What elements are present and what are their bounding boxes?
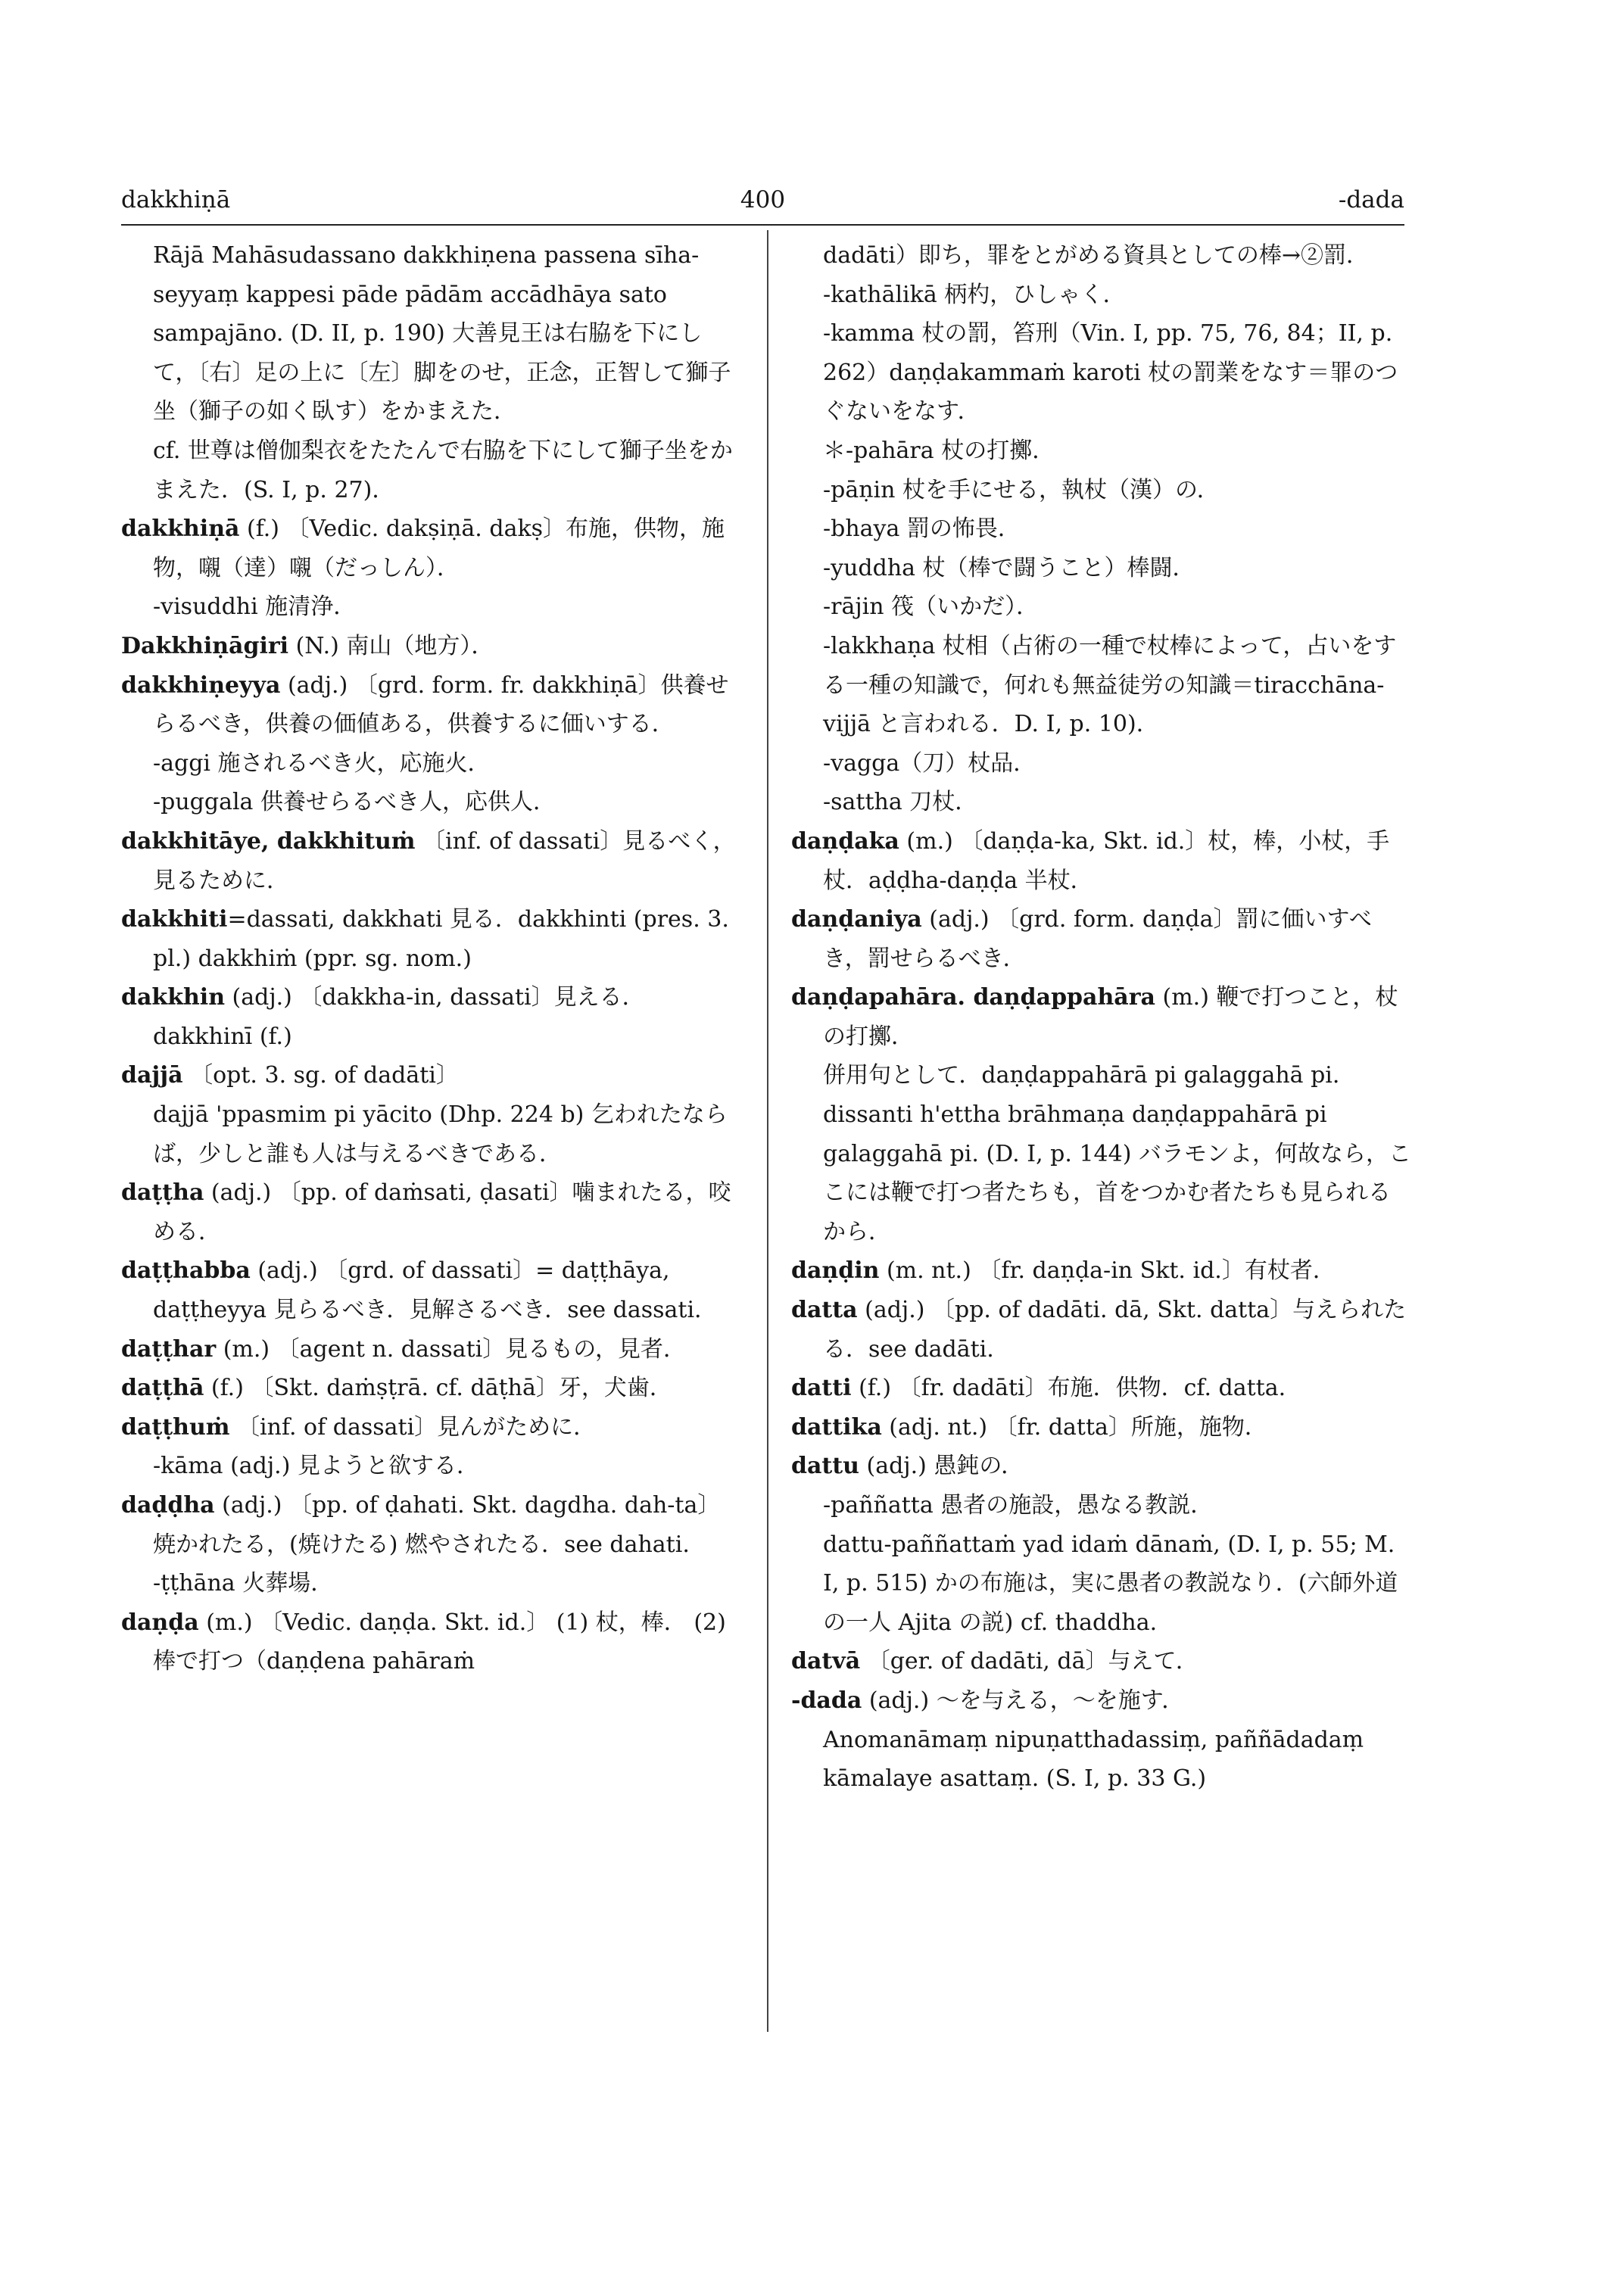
sub-entry: 併用句として．daṇḍappahārā pi galaggahā pi. dissanti h'ettha brāhmaṇa daṇḍappahārā pi galaggahā pi. (D. I, p. 144) バラモンよ，何故なら，ここには鞭で打つ者たちも，首をつかむ者たちも見られるから． [823, 1062, 1411, 1245]
dictionary-entry [791, 1291, 1412, 1369]
sub-entry: -pāṇin 杖を手にせる，執杖（漢）の． [823, 476, 1220, 503]
headword: datti [791, 1375, 852, 1402]
headword: daḍḍha [121, 1492, 215, 1519]
sub-entry: -rājin 筏（いかだ）． [823, 594, 1040, 621]
headword: dakkhiṇeyya [121, 671, 281, 699]
dictionary-entry [121, 1173, 742, 1251]
headword: daṇḍaka [791, 827, 899, 855]
dictionary-entry [121, 1408, 742, 1447]
headword: daṭṭhuṁ [121, 1413, 230, 1441]
definition: 〔inf. of dassati〕見るべく，見るために． [153, 827, 736, 894]
headword: daṭṭhar [121, 1335, 217, 1363]
sub-entry: -bhaya 罰の怖畏． [823, 516, 1021, 543]
sub-entry: dattu-paññattaṁ yad idaṁ dānaṁ, (D. I, p. 55; M. I, p. 515) かの布施は，実に愚者の教説なり．(六師外道の一人 Ajita の説) cf. thaddha. [823, 1531, 1398, 1636]
dictionary-entry [121, 1056, 742, 1095]
dictionary-entry [121, 1486, 742, 1564]
headword: datvā [791, 1648, 861, 1675]
right-guide-word: -dada [1338, 186, 1404, 213]
definition: 〔opt. 3. sg. of dadāti〕 [182, 1062, 459, 1089]
headword: Dakkhiṇāgiri [121, 632, 289, 659]
definition: (m.) 〔daṇḍa-ka, Skt. id.〕杖，棒，小杖，手杖．aḍḍha-daṇḍa 半杖． [823, 827, 1390, 894]
dictionary-entry [121, 978, 742, 1017]
sub-entry: dadāti）即ち，罪をとがめる資具としての棒→②罰． [823, 242, 1369, 269]
sub-entry: -yuddha 杖（棒で闘うこと）棒闘． [823, 554, 1195, 581]
definition: (adj.) 〔dakkha-in, dassati〕見える． [225, 984, 645, 1011]
headword: daṇḍin [791, 1257, 880, 1285]
dictionary-entry [121, 1369, 742, 1408]
sub-entry: ＊-pahāra 杖の打擲． [823, 437, 1055, 464]
sub-entry: Rājā Mahāsudassano dakkhiṇena passena sīha-seyyaṃ kappesi pāde pādām accādhāya sato sampajāno. (D. II, p. 190) 大善見王は右脇を下にして，〔右〕足の上に〔左〕脚をのせ，正念，正智して獅子坐（獅子の如く臥す）をかまえた． [153, 242, 731, 425]
headword: daṇḍa [121, 1609, 199, 1636]
sub-entry: -aggi 施されるべき火，応施火． [153, 749, 491, 777]
definition: (f.) 〔Vedic. dakṣiṇā. dakṣ〕布施，供物，施物，嚫（達）嚫（だっしん）． [153, 516, 725, 581]
definition: (m.) 〔agent n. dassati〕見るもの，見者． [216, 1335, 687, 1363]
sub-entry: -puggala 供養せらるべき人，応供人． [153, 789, 556, 816]
dictionary-entry [121, 900, 742, 978]
sub-entry: Anomanāmaṃ nipuṇatthadassiṃ, paññādadaṃ kāmalaye asattaṃ. (S. I, p. 33 G.) [823, 1726, 1364, 1793]
sub-entry: -lakkhaṇa 杖相（占術の一種で杖棒によって，占いをする一種の知識で，何れも無益徒労の知識＝tiracchāna-vijjā と言われる．D. I, p. 10)． [823, 632, 1397, 738]
page-header [121, 186, 1404, 229]
sub-entry: -ṭṭhāna 火葬場． [153, 1570, 334, 1597]
definition: (adj.) 〔pp. of dadāti. dā, Skt. datta〕与えられたる．see dadāti. [823, 1297, 1407, 1363]
definition: (m. nt.) 〔fr. daṇḍa-in Skt. id.〕有杖者． [879, 1257, 1336, 1285]
left-column [121, 236, 742, 1681]
dictionary-entry [121, 509, 742, 587]
sub-entry: cf. 世尊は僧伽梨衣をたたんで右脇を下にして獅子坐をかまえた．(S. I, p. 27)． [153, 437, 733, 503]
definition: (m.) 〔Vedic. daṇḍa. Skt. id.〕 (1) 杖，棒． (2) 棒で打つ（daṇḍena pahāraṁ [153, 1609, 726, 1675]
definition: (m.) 鞭で打つこと，杖の打擲． [823, 984, 1398, 1050]
sub-entry: -sattha 刀杖． [823, 789, 978, 816]
definition: (f.) 〔fr. dadāti〕布施．供物．cf. datta. [851, 1375, 1286, 1402]
headword: daṇḍapahāra. daṇḍappahāra [791, 984, 1155, 1011]
definition: (adj.) 〔pp. of daṁsati, ḍasati〕噛まれたる，咬める． [153, 1179, 731, 1245]
definition: (adj.) 〔grd. form. fr. dakkhiṇā〕供養せらるべき，供養の価値ある，供養するに価いする． [153, 671, 729, 738]
dictionary-entry [121, 1251, 742, 1329]
sub-entry: dakkhinī (f.) [153, 1023, 292, 1050]
headword: dakkhin [121, 984, 226, 1011]
sub-entry: -visuddhi 施清浄． [153, 594, 357, 621]
definition: (adj. nt.) 〔fr. datta〕所施，施物． [881, 1413, 1267, 1441]
headword: daṭṭhā [121, 1375, 204, 1402]
definition: (adj.) 〔grd. form. daṇḍa〕罰に価いすべき，罰せらるべき． [823, 906, 1372, 972]
column-divider [767, 230, 768, 2032]
headword: dajjā [121, 1062, 183, 1089]
definition: (adj.) ～を与える，～を施す． [862, 1687, 1185, 1714]
headword: daṭṭhabba [121, 1257, 251, 1285]
dictionary-entry [791, 978, 1412, 1056]
headword: -dada [791, 1687, 862, 1714]
sub-entry: -paññatta 愚者の施設，愚なる教説． [823, 1492, 1214, 1519]
dictionary-entry [121, 822, 742, 900]
dictionary-entry [121, 1330, 742, 1369]
sub-entry: -vagga（刀）杖品． [823, 749, 1036, 777]
definition: (adj.) 愚鈍の． [859, 1453, 1024, 1480]
right-column [791, 236, 1412, 1799]
definition: (adj.) 〔pp. of ḍahati. Skt. dagdha. dah-ta〕焼かれたる，(焼けたる) 燃やされたる．see dahati. [153, 1492, 721, 1558]
headword: dakkhiṇā [121, 516, 240, 543]
sub-entry: -kamma 杖の罰，笞刑（Vin. I, pp. 75, 76, 84；II, p. 262）daṇḍakammaṁ karoti 杖の罰業をなす＝罪のつぐないをなす． [823, 320, 1398, 425]
headword: datta [791, 1297, 858, 1324]
dictionary-entry [791, 1251, 1412, 1291]
dictionary-entry [791, 822, 1412, 900]
dictionary-entry [791, 1681, 1412, 1721]
sub-entry: dajjā 'ppasmim pi yācito (Dhp. 224 b) 乞われたならば，少しと誰も人は与えるべきである． [153, 1101, 728, 1167]
definition: =dassati, dakkhati 見る．dakkhinti (pres. 3. pl.) dakkhiṁ (ppr. sg. nom.) [153, 906, 729, 972]
headword: dattu [791, 1453, 859, 1480]
definition: 〔inf. of dassati〕見んがために． [229, 1413, 597, 1441]
headword: daṇḍaniya [791, 906, 922, 933]
sub-entry: -kathālikā 柄杓，ひしゃく． [823, 281, 1126, 308]
sub-entry: -kāma (adj.) 見ようと欲する． [153, 1453, 479, 1480]
dictionary-entry [791, 1408, 1412, 1447]
dictionary-entry [791, 1642, 1412, 1681]
headword: dakkhiti [121, 906, 228, 933]
dictionary-entry [121, 666, 742, 744]
headword: daṭṭha [121, 1179, 204, 1207]
dictionary-entry [791, 1369, 1412, 1408]
dictionary-entry [121, 1603, 742, 1681]
dictionary-entry [121, 627, 742, 666]
headword: dakkhitāye, dakkhituṁ [121, 827, 416, 855]
definition: 〔ger. of dadāti, dā〕与えて． [860, 1648, 1199, 1675]
left-guide-word: dakkhiṇā [121, 186, 231, 213]
definition: (adj.) 〔grd. of dassati〕= daṭṭhāya, daṭṭheyya 見らるべき．見解さるべき．see dassati. [153, 1257, 702, 1324]
page-number: 400 [740, 186, 786, 213]
dictionary-entry [791, 1447, 1412, 1486]
definition: (N.) 南山（地方）． [288, 632, 494, 659]
headword: dattika [791, 1413, 882, 1441]
dictionary-entry [791, 900, 1412, 978]
definition: (f.) 〔Skt. daṁṣṭrā. cf. dāṭhā〕牙，犬歯． [204, 1375, 672, 1402]
header-rule [121, 224, 1404, 226]
